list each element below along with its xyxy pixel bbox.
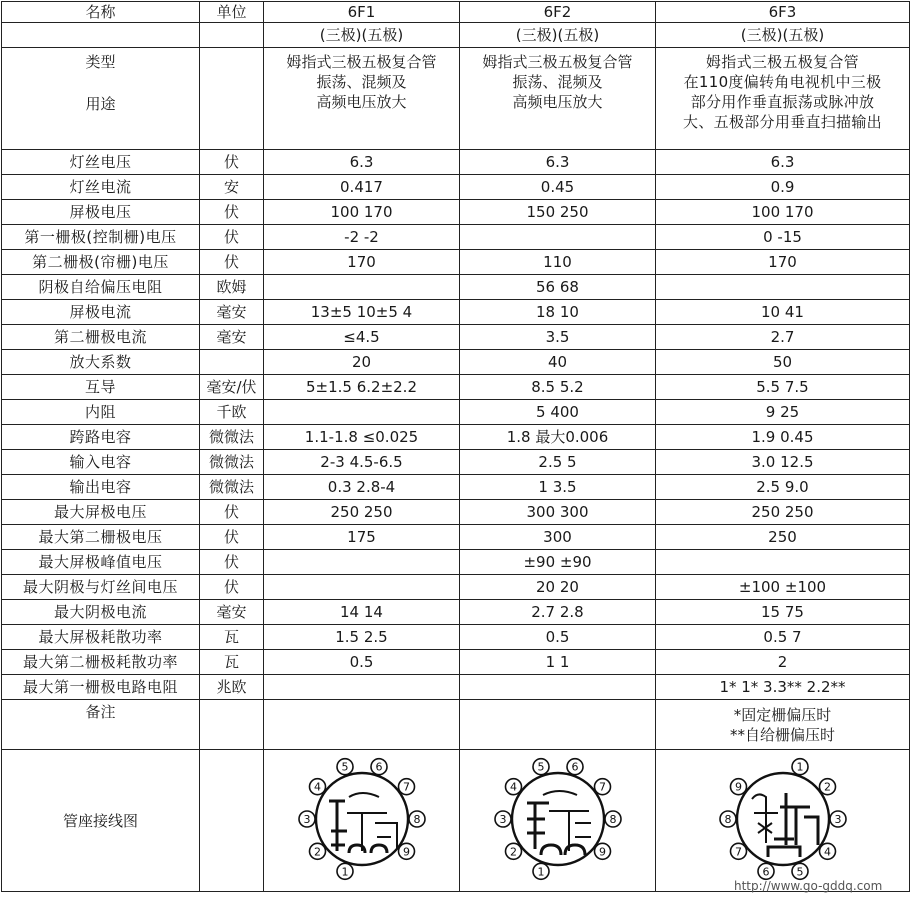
pin-2 xyxy=(819,779,835,795)
param-name: 输入电容 xyxy=(2,450,200,475)
param-name: 跨路电容 xyxy=(2,425,200,450)
param-name: 屏极电流 xyxy=(2,300,200,325)
param-6f1-value: 0.3 2.8-4 xyxy=(264,475,460,500)
svg-text:2: 2 xyxy=(509,845,517,859)
svg-text:2: 2 xyxy=(313,845,321,859)
pin-5 xyxy=(792,863,808,879)
svg-text:5: 5 xyxy=(796,865,803,879)
usage-6f3: 姆指式三极五极复合管 在110度偏转角电视机中三极 部分用作垂直振荡或脉冲放 大、五极部分用垂直扫描输出 xyxy=(656,48,910,150)
param-row xyxy=(2,300,910,325)
pin-8 xyxy=(605,811,621,827)
param-6f1-value: 175 xyxy=(264,525,460,550)
param-6f1-value: 100 170 xyxy=(264,200,460,225)
subtype-1: (三极)(五极) xyxy=(264,23,460,48)
param-6f2-value xyxy=(460,225,656,250)
param-6f3-value: 250 xyxy=(656,525,910,550)
param-6f2-value: 1 3.5 xyxy=(460,475,656,500)
svg-text:6: 6 xyxy=(375,760,382,774)
svg-text:2: 2 xyxy=(823,780,831,794)
param-unit: 千欧 xyxy=(200,400,264,425)
pin-7 xyxy=(398,779,414,795)
type-usage-row xyxy=(2,48,910,150)
param-name: 阴极自给偏压电阻 xyxy=(2,275,200,300)
param-6f1-value xyxy=(264,275,460,300)
pin-2 xyxy=(309,843,325,859)
param-6f3-value xyxy=(656,550,910,575)
pin-9 xyxy=(398,843,414,859)
svg-text:4: 4 xyxy=(509,780,517,794)
param-6f3-value: 0 -15 xyxy=(656,225,910,250)
param-6f3-value: 1* 1* 3.3** 2.2** xyxy=(656,675,910,700)
param-6f2-value: 8.5 5.2 xyxy=(460,375,656,400)
param-6f3-value: 2 xyxy=(656,650,910,675)
param-6f3-value: 3.0 12.5 xyxy=(656,450,910,475)
svg-text:1: 1 xyxy=(341,865,348,879)
param-6f3-value: 250 250 xyxy=(656,500,910,525)
param-6f2-value: 18 10 xyxy=(460,300,656,325)
param-6f3-value: 1.9 0.45 xyxy=(656,425,910,450)
pin-1 xyxy=(337,863,353,879)
param-6f3-value: 100 170 xyxy=(656,200,910,225)
param-name: 最大屏极电压 xyxy=(2,500,200,525)
param-name: 第二栅极电流 xyxy=(2,325,200,350)
param-6f2-value: 110 xyxy=(460,250,656,275)
param-6f1-value: ≤4.5 xyxy=(264,325,460,350)
param-row xyxy=(2,150,910,175)
param-row xyxy=(2,475,910,500)
param-unit: 微微法 xyxy=(200,475,264,500)
param-6f2-value: 20 20 xyxy=(460,575,656,600)
param-6f3-value: 2.7 xyxy=(656,325,910,350)
param-name: 互导 xyxy=(2,375,200,400)
usage-6f1: 姆指式三极五极复合管 振荡、混频及 高频电压放大 xyxy=(264,48,460,150)
param-6f3-value: 2.5 9.0 xyxy=(656,475,910,500)
pin-6 xyxy=(567,759,583,775)
pin-2 xyxy=(505,843,521,859)
param-6f2-value: 40 xyxy=(460,350,656,375)
svg-text:6: 6 xyxy=(571,760,578,774)
pin-5 xyxy=(337,759,353,775)
param-name: 屏极电压 xyxy=(2,200,200,225)
socket-row xyxy=(2,750,910,892)
param-name: 最大屏极峰值电压 xyxy=(2,550,200,575)
param-6f1-value xyxy=(264,675,460,700)
param-unit: 微微法 xyxy=(200,450,264,475)
header-name: 名称 xyxy=(2,2,200,23)
subtype-2: (三极)(五极) xyxy=(460,23,656,48)
socket-diagram-6f3 xyxy=(656,750,910,892)
svg-text:1: 1 xyxy=(796,760,803,774)
pin-9 xyxy=(730,779,746,795)
pin-8 xyxy=(720,811,736,827)
pin-8 xyxy=(409,811,425,827)
param-6f1-value: 1.1-1.8 ≤0.025 xyxy=(264,425,460,450)
param-6f2-value: 300 300 xyxy=(460,500,656,525)
param-unit: 兆欧 xyxy=(200,675,264,700)
param-unit: 伏 xyxy=(200,200,264,225)
pin-4 xyxy=(505,779,521,795)
param-row xyxy=(2,200,910,225)
param-6f1-value: 13±5 10±5 4 xyxy=(264,300,460,325)
param-name: 最大阴极与灯丝间电压 xyxy=(2,575,200,600)
param-6f1-value: 0.417 xyxy=(264,175,460,200)
notes-label: 备注 xyxy=(2,700,200,750)
pin-6 xyxy=(371,759,387,775)
param-6f2-value: 5 400 xyxy=(460,400,656,425)
param-row xyxy=(2,175,910,200)
svg-text:6: 6 xyxy=(762,865,769,879)
param-row xyxy=(2,400,910,425)
svg-text:3: 3 xyxy=(834,813,841,826)
param-name: 第二栅极(帘栅)电压 xyxy=(2,250,200,275)
svg-text:3: 3 xyxy=(499,813,506,826)
param-6f1-value: 5±1.5 6.2±2.2 xyxy=(264,375,460,400)
pin-3 xyxy=(830,811,846,827)
param-6f1-value: 6.3 xyxy=(264,150,460,175)
svg-text:7: 7 xyxy=(402,780,410,794)
header-row xyxy=(2,2,910,23)
param-6f3-value: 6.3 xyxy=(656,150,910,175)
param-unit: 欧姆 xyxy=(200,275,264,300)
pin-1 xyxy=(792,759,808,775)
param-unit: 瓦 xyxy=(200,650,264,675)
param-row xyxy=(2,425,910,450)
param-unit: 伏 xyxy=(200,150,264,175)
svg-text:7: 7 xyxy=(598,780,606,794)
param-6f1-value xyxy=(264,400,460,425)
param-row xyxy=(2,575,910,600)
pin-1 xyxy=(533,863,549,879)
param-6f2-value: 0.45 xyxy=(460,175,656,200)
param-6f2-value: 3.5 xyxy=(460,325,656,350)
param-6f2-value: 300 xyxy=(460,525,656,550)
param-row xyxy=(2,325,910,350)
subtype-row xyxy=(2,23,910,48)
pin-7 xyxy=(594,779,610,795)
param-6f1-value: 250 250 xyxy=(264,500,460,525)
param-6f2-value: 6.3 xyxy=(460,150,656,175)
param-unit: 安 xyxy=(200,175,264,200)
param-6f1-value: -2 -2 xyxy=(264,225,460,250)
param-name: 放大系数 xyxy=(2,350,200,375)
header-tube-1: 6F1 xyxy=(264,2,460,23)
param-unit: 毫安 xyxy=(200,300,264,325)
watermark: http://www.go-gddq.com xyxy=(734,879,883,893)
pin-5 xyxy=(533,759,549,775)
type-label: 类型 xyxy=(85,53,116,71)
param-name: 灯丝电压 xyxy=(2,150,200,175)
param-6f2-value: 150 250 xyxy=(460,200,656,225)
svg-text:8: 8 xyxy=(609,813,616,826)
param-unit: 瓦 xyxy=(200,625,264,650)
socket-6f1-diagram xyxy=(287,753,437,883)
param-row xyxy=(2,350,910,375)
svg-text:5: 5 xyxy=(537,760,544,774)
param-6f3-value: 0.9 xyxy=(656,175,910,200)
param-unit xyxy=(200,350,264,375)
param-6f1-value xyxy=(264,550,460,575)
param-unit: 毫安 xyxy=(200,600,264,625)
param-6f1-value: 0.5 xyxy=(264,650,460,675)
param-unit: 微微法 xyxy=(200,425,264,450)
param-row xyxy=(2,500,910,525)
param-unit: 伏 xyxy=(200,500,264,525)
param-unit: 伏 xyxy=(200,525,264,550)
param-name: 最大第一栅极电路电阻 xyxy=(2,675,200,700)
header-tube-2: 6F2 xyxy=(460,2,656,23)
param-6f3-value: 9 25 xyxy=(656,400,910,425)
header-unit: 单位 xyxy=(200,2,264,23)
param-6f2-value xyxy=(460,675,656,700)
svg-text:9: 9 xyxy=(598,845,606,859)
param-name: 内阻 xyxy=(2,400,200,425)
param-6f1-value: 2-3 4.5-6.5 xyxy=(264,450,460,475)
param-6f3-value xyxy=(656,275,910,300)
pin-4 xyxy=(819,843,835,859)
param-unit: 伏 xyxy=(200,575,264,600)
param-row xyxy=(2,225,910,250)
param-row xyxy=(2,600,910,625)
pin-3 xyxy=(299,811,315,827)
param-unit: 伏 xyxy=(200,250,264,275)
svg-text:7: 7 xyxy=(734,845,742,859)
param-6f2-value: 2.7 2.8 xyxy=(460,600,656,625)
param-6f2-value: ±90 ±90 xyxy=(460,550,656,575)
param-row xyxy=(2,650,910,675)
svg-text:8: 8 xyxy=(413,813,420,826)
svg-text:1: 1 xyxy=(537,865,544,879)
param-row xyxy=(2,625,910,650)
notes-6f3: *固定栅偏压时 **自给栅偏压时 xyxy=(656,700,910,750)
svg-text:4: 4 xyxy=(823,845,831,859)
param-6f2-value: 2.5 5 xyxy=(460,450,656,475)
param-unit: 毫安 xyxy=(200,325,264,350)
svg-text:9: 9 xyxy=(402,845,410,859)
param-name: 第一栅极(控制栅)电压 xyxy=(2,225,200,250)
pin-4 xyxy=(309,779,325,795)
param-name: 最大阴极电流 xyxy=(2,600,200,625)
param-6f3-value: 10 41 xyxy=(656,300,910,325)
socket-label: 管座接线图 xyxy=(2,750,200,892)
socket-6f3-diagram xyxy=(708,753,858,883)
param-6f1-value xyxy=(264,575,460,600)
socket-6f2-diagram xyxy=(483,753,633,883)
svg-text:9: 9 xyxy=(734,780,742,794)
param-name: 灯丝电流 xyxy=(2,175,200,200)
param-6f3-value: 50 xyxy=(656,350,910,375)
param-name: 输出电容 xyxy=(2,475,200,500)
param-row xyxy=(2,250,910,275)
param-row xyxy=(2,375,910,400)
param-6f2-value: 1.8 最大0.006 xyxy=(460,425,656,450)
param-6f1-value: 20 xyxy=(264,350,460,375)
param-6f1-value: 1.5 2.5 xyxy=(264,625,460,650)
param-unit: 伏 xyxy=(200,550,264,575)
param-unit: 伏 xyxy=(200,225,264,250)
param-6f3-value: 0.5 7 xyxy=(656,625,910,650)
tube-spec-table xyxy=(1,1,910,892)
svg-text:3: 3 xyxy=(303,813,310,826)
param-unit: 毫安/伏 xyxy=(200,375,264,400)
param-6f1-value: 170 xyxy=(264,250,460,275)
header-tube-3: 6F3 xyxy=(656,2,910,23)
pin-9 xyxy=(594,843,610,859)
param-row xyxy=(2,525,910,550)
param-6f1-value: 14 14 xyxy=(264,600,460,625)
param-row xyxy=(2,675,910,700)
param-name: 最大第二栅极耗散功率 xyxy=(2,650,200,675)
param-row xyxy=(2,275,910,300)
pin-6 xyxy=(758,863,774,879)
param-6f2-value: 56 68 xyxy=(460,275,656,300)
param-6f3-value: 170 xyxy=(656,250,910,275)
usage-label: 用途 xyxy=(85,95,116,113)
param-row xyxy=(2,450,910,475)
pin-7 xyxy=(730,843,746,859)
socket-diagram-6f2 xyxy=(460,750,656,892)
param-6f3-value: 5.5 7.5 xyxy=(656,375,910,400)
pin-3 xyxy=(495,811,511,827)
param-6f2-value: 0.5 xyxy=(460,625,656,650)
subtype-3: (三极)(五极) xyxy=(656,23,910,48)
param-6f2-value: 1 1 xyxy=(460,650,656,675)
svg-text:5: 5 xyxy=(341,760,348,774)
param-6f3-value: 15 75 xyxy=(656,600,910,625)
param-name: 最大屏极耗散功率 xyxy=(2,625,200,650)
svg-text:8: 8 xyxy=(724,813,731,826)
parameter-rows xyxy=(2,150,910,700)
notes-row xyxy=(2,700,910,750)
param-name: 最大第二栅极电压 xyxy=(2,525,200,550)
svg-text:4: 4 xyxy=(313,780,321,794)
socket-diagram-6f1 xyxy=(264,750,460,892)
usage-6f2: 姆指式三极五极复合管 振荡、混频及 高频电压放大 xyxy=(460,48,656,150)
param-row xyxy=(2,550,910,575)
param-6f3-value: ±100 ±100 xyxy=(656,575,910,600)
